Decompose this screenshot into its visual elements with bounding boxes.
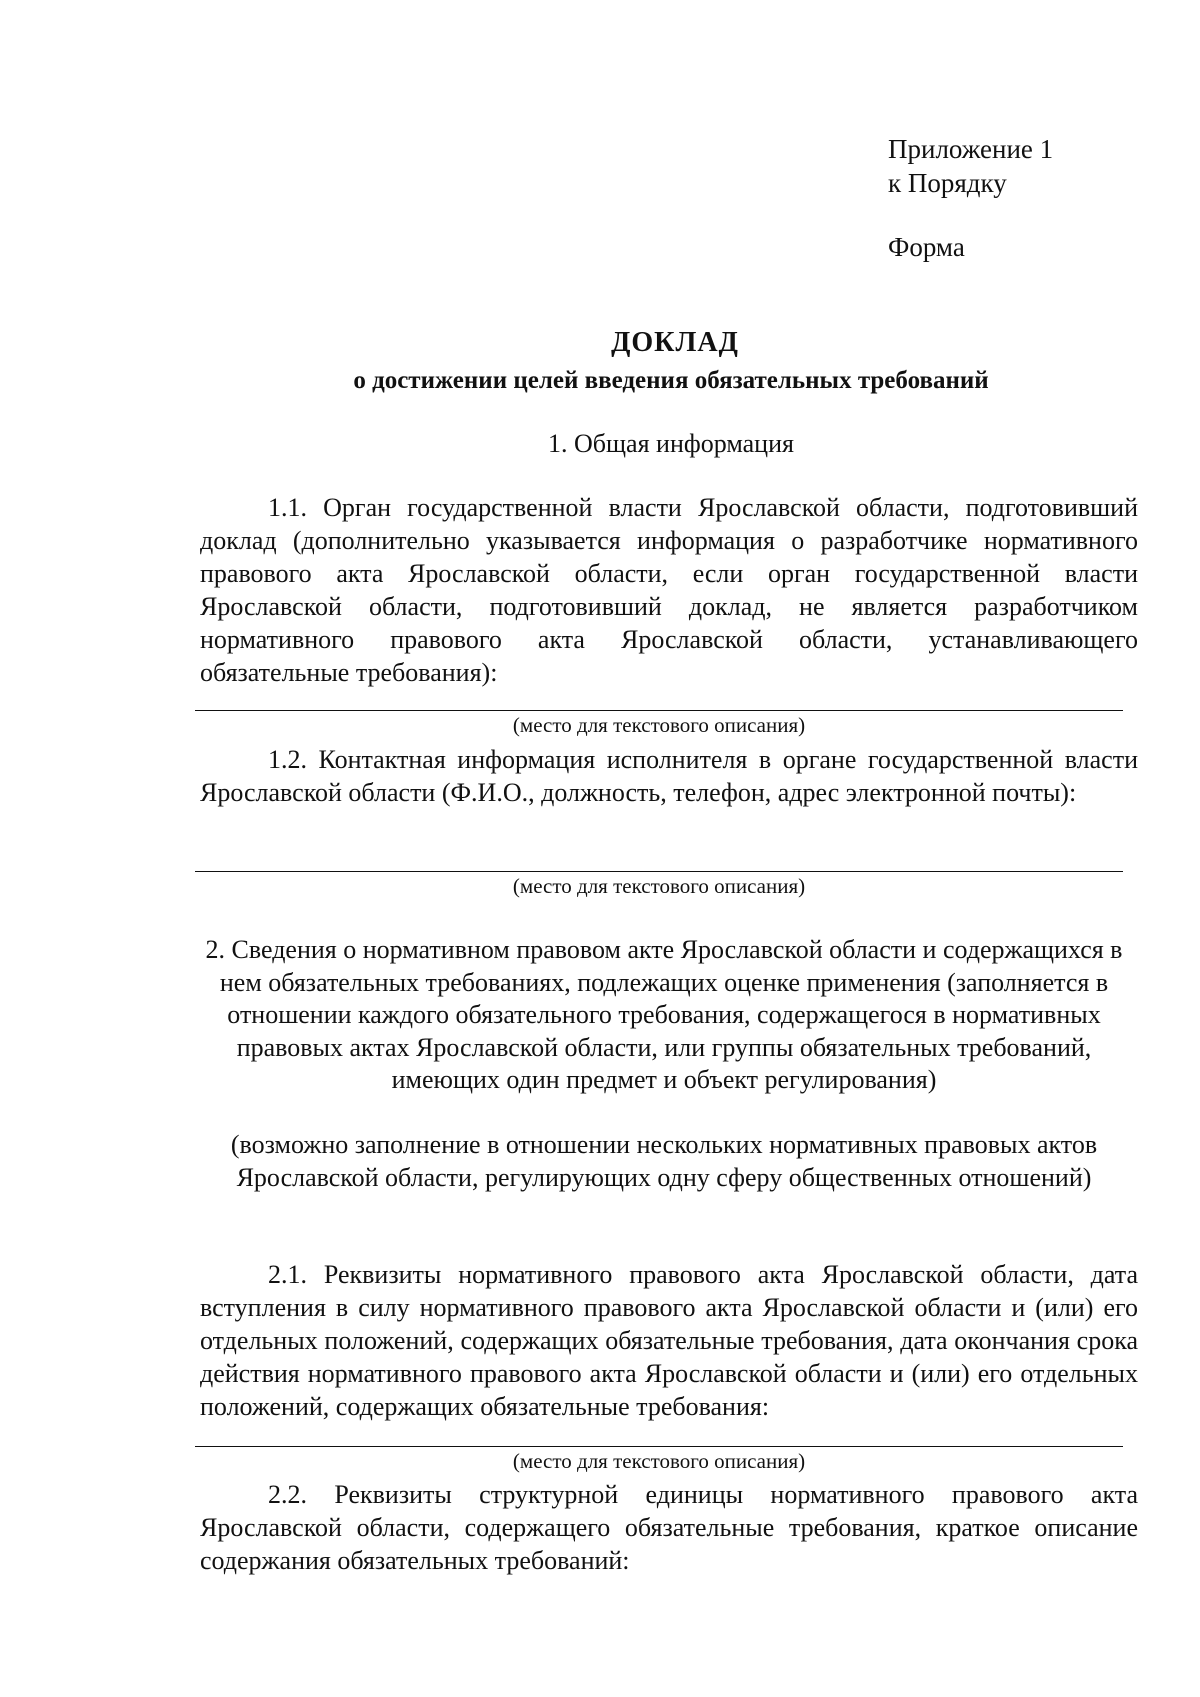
document-subtitle: о достижении целей введения обязательных требований	[353, 367, 989, 394]
item-2-1-text: 2.1. Реквизиты нормативного правового акта Ярославской области, дата вступления в силу нормативного правового акта Ярославской области и (или) его отдельных положений, содержащих обязательные требования, дата окончания срока действия нормативного правового акта Ярославской области и (или) его отдельных положений, содержащих обязательные требования:	[200, 1260, 1138, 1421]
document-title: ДОКЛАД	[611, 327, 739, 358]
item-1-2	[200, 743, 1138, 809]
caption-1-2: (место для текстового описания)	[512, 874, 806, 898]
item-2-1	[200, 1258, 1138, 1423]
section-2-note: (возможно заполнение в отношении нескольких нормативных правовых актов Ярославской области, регулирующих одну сферу общественных отношений)	[230, 1130, 1098, 1192]
caption-1-1: (место для текстового описания)	[512, 713, 806, 737]
item-1-2-text: 1.2. Контактная информация исполнителя в органе государственной власти Ярославской области (Ф.И.О., должность, телефон, адрес электронной почты):	[200, 745, 1138, 807]
attachment-header	[888, 132, 1053, 200]
attachment-line-2: к Порядку	[888, 168, 1007, 198]
item-1-1-text: 1.1. Орган государственной власти Ярославской области, подготовивший доклад (дополнительно указывается информация о разработчике нормативного правового акта Ярославской области, если орган государственной власти Ярославской области, подготовивший доклад, не является разработчиком нормативного правового акта Ярославской области, устанавливающего обязательные требования):	[200, 493, 1138, 687]
fill-line-1-1	[195, 710, 1123, 711]
form-label: Форма	[888, 232, 965, 262]
item-2-2-text: 2.2. Реквизиты структурной единицы нормативного правового акта Ярославской области, содержащего обязательные требования, краткое описание содержания обязательных требований:	[200, 1480, 1138, 1575]
section-2-heading: 2. Сведения о нормативном правовом акте Ярославской области и содержащихся в нем обязательных требованиях, подлежащих оценке применения (заполняется в отношении каждого обязательного требования, содержащегося в нормативных правовых актах Ярославской области, или группы обязательных требований, имеющих один предмет и объект регулирования)	[205, 935, 1123, 1094]
section-1-heading: 1. Общая информация	[548, 429, 794, 458]
fill-line-2-1	[195, 1446, 1123, 1447]
attachment-line-1: Приложение 1	[888, 134, 1054, 164]
item-1-1	[200, 491, 1138, 689]
caption-2-1: (место для текстового описания)	[512, 1449, 806, 1473]
item-2-2	[200, 1478, 1138, 1577]
fill-line-1-2	[195, 871, 1123, 872]
